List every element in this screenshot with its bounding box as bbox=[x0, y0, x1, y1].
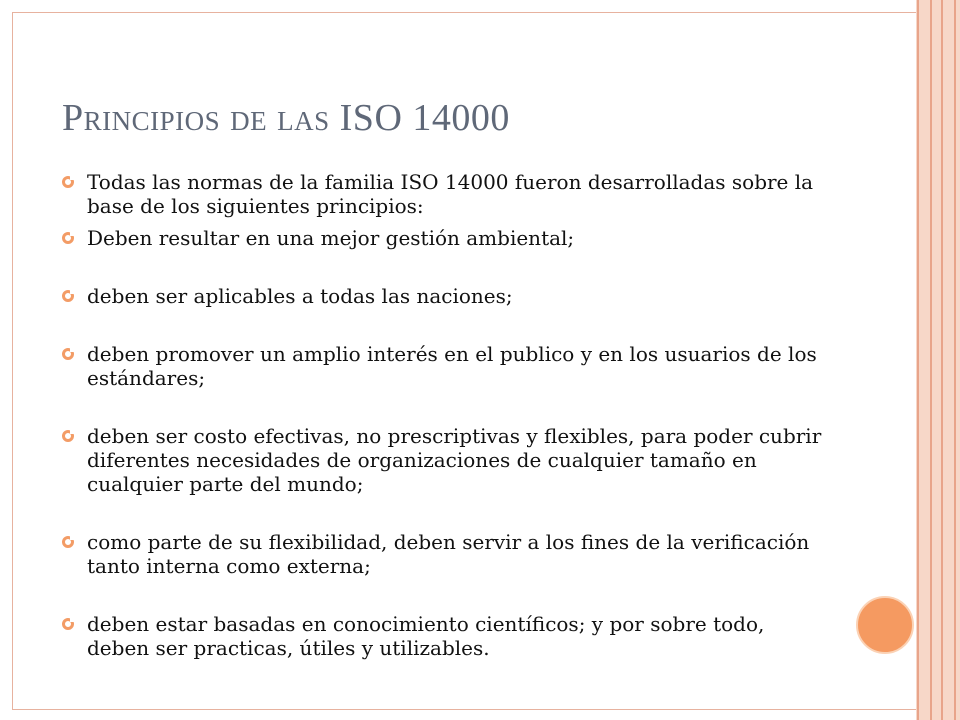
bullet-item bbox=[62, 424, 822, 496]
right-decorative-stripes bbox=[916, 0, 960, 720]
bullet-item bbox=[62, 342, 822, 390]
bullet-text: Todas las normas de la familia ISO 14000 fueron desarrolladas sobre la base de los siguientes principios: bbox=[87, 170, 814, 218]
decorative-stripe bbox=[930, 0, 932, 720]
bullet-item bbox=[62, 612, 822, 660]
decorative-stripe bbox=[941, 0, 943, 720]
bullet-item bbox=[62, 530, 822, 578]
decorative-stripe bbox=[917, 0, 919, 720]
slide-title: Principios de las ISO 14000 bbox=[62, 97, 510, 139]
bullet-item bbox=[62, 226, 822, 250]
bullet-text: deben promover un amplio interés en el publico y en los usuarios de los estándares; bbox=[87, 342, 817, 390]
orange-ring-bullet-icon bbox=[62, 290, 74, 302]
orange-ring-bullet-icon bbox=[62, 232, 74, 244]
orange-ring-bullet-icon bbox=[62, 348, 74, 360]
orange-ring-bullet-icon bbox=[62, 430, 74, 442]
orange-ring-bullet-icon bbox=[62, 536, 74, 548]
principles-bullet-list bbox=[62, 170, 822, 660]
decorative-stripe bbox=[954, 0, 956, 720]
bullet-text: Deben resultar en una mejor gestión ambiental; bbox=[87, 226, 575, 250]
bullet-text: deben estar basadas en conocimiento científicos; y por sobre todo, deben ser practicas, útiles y utilizables. bbox=[87, 612, 765, 660]
orange-ring-bullet-icon bbox=[62, 176, 74, 188]
bullet-text: deben ser costo efectivas, no prescriptivas y flexibles, para poder cubrir diferentes necesidades de organizaciones de cualquier tamaño en cualquier parte del mundo; bbox=[87, 424, 822, 496]
bullet-text: como parte de su flexibilidad, deben servir a los fines de la verificación tanto interna como externa; bbox=[87, 530, 810, 578]
bullet-text: deben ser aplicables a todas las naciones; bbox=[87, 284, 513, 308]
bullet-item bbox=[62, 170, 822, 218]
orange-accent-circle bbox=[856, 596, 914, 654]
bullet-item bbox=[62, 284, 822, 308]
orange-ring-bullet-icon bbox=[62, 618, 74, 630]
